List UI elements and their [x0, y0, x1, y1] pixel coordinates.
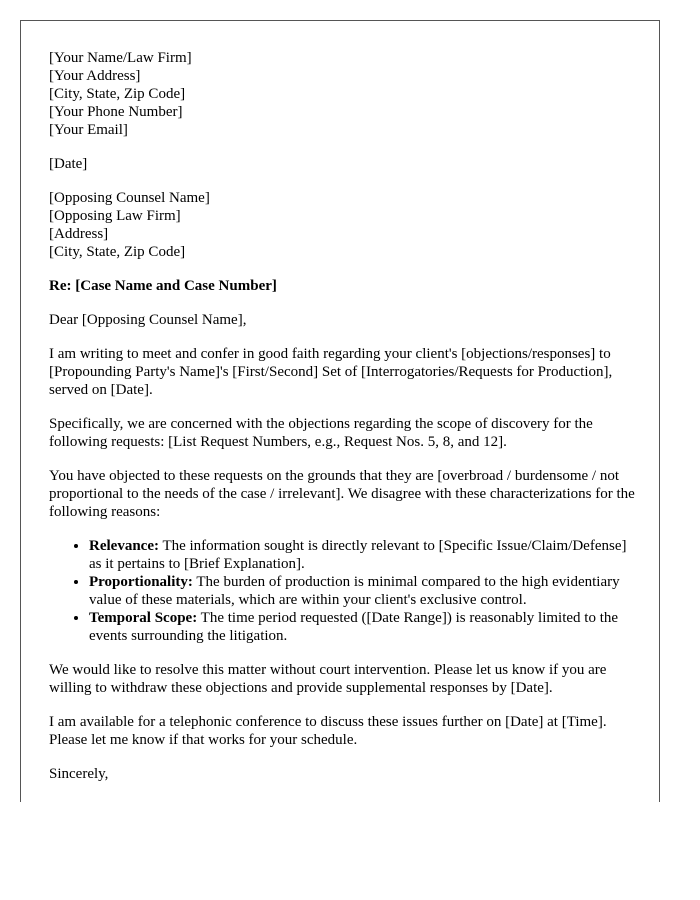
- reason-item-proportionality: [89, 573, 639, 609]
- reasons-list: [49, 537, 639, 645]
- recipient-firm: [Opposing Law Firm]: [49, 208, 181, 224]
- sender-phone: [Your Phone Number]: [49, 104, 183, 120]
- paragraph-objection: You have objected to these requests on the grounds that they are [overbroad / burdensome / not proportional to the needs of the case / irrelevant]. We disagree with these characterizations for the following reasons:: [49, 468, 635, 520]
- sender-name: [Your Name/Law Firm]: [49, 50, 192, 66]
- closing: Sincerely,: [49, 766, 109, 782]
- re-line: Re: [Case Name and Case Number]: [49, 278, 277, 294]
- sender-email: [Your Email]: [49, 122, 128, 138]
- date-block: [49, 155, 639, 173]
- reason-text: The information sought is directly relevant to [Specific Issue/Claim/Defense] as it pertains to [Brief Explanation].: [89, 538, 627, 572]
- salutation: Dear [Opposing Counsel Name],: [49, 312, 247, 328]
- paragraph-concern: Specifically, we are concerned with the objections regarding the scope of discovery for the following requests: [List Request Numbers, e.g., Request Nos. 5, 8, and 12].: [49, 416, 593, 450]
- reason-label: Proportionality:: [89, 574, 193, 590]
- reason-label: Relevance:: [89, 538, 159, 554]
- recipient-city-state-zip: [City, State, Zip Code]: [49, 244, 186, 260]
- letter-date: [Date]: [49, 156, 88, 172]
- sender-block: [49, 49, 639, 139]
- letter-page: [20, 20, 660, 802]
- reason-item-temporal-scope: [89, 609, 639, 645]
- sender-address: [Your Address]: [49, 68, 141, 84]
- reason-label: Temporal Scope:: [89, 610, 198, 626]
- paragraph-resolve: We would like to resolve this matter without court intervention. Please let us know if you are willing to withdraw these objections and provide supplemental responses by [Date].: [49, 662, 607, 696]
- sender-city-state-zip: [City, State, Zip Code]: [49, 86, 186, 102]
- reason-text: The time period requested ([Date Range]) is reasonably limited to the events surrounding the litigation.: [89, 610, 619, 644]
- reason-text: The burden of production is minimal compared to the high evidentiary value of these materials, which are within your client's exclusive control.: [89, 574, 620, 608]
- paragraph-availability: I am available for a telephonic conference to discuss these issues further on [Date] at [Time]. Please let me know if that works for your schedule.: [49, 714, 607, 748]
- recipient-address: [Address]: [49, 226, 109, 242]
- reason-item-relevance: [89, 537, 639, 573]
- paragraph-intro: I am writing to meet and confer in good faith regarding your client's [objections/responses] to [Propounding Party's Name]'s [First/Second] Set of [Interrogatories/Requests for Production], served on [Date].: [49, 346, 613, 398]
- recipient-name: [Opposing Counsel Name]: [49, 190, 210, 206]
- letter-content: [49, 49, 639, 799]
- recipient-block: [49, 189, 639, 261]
